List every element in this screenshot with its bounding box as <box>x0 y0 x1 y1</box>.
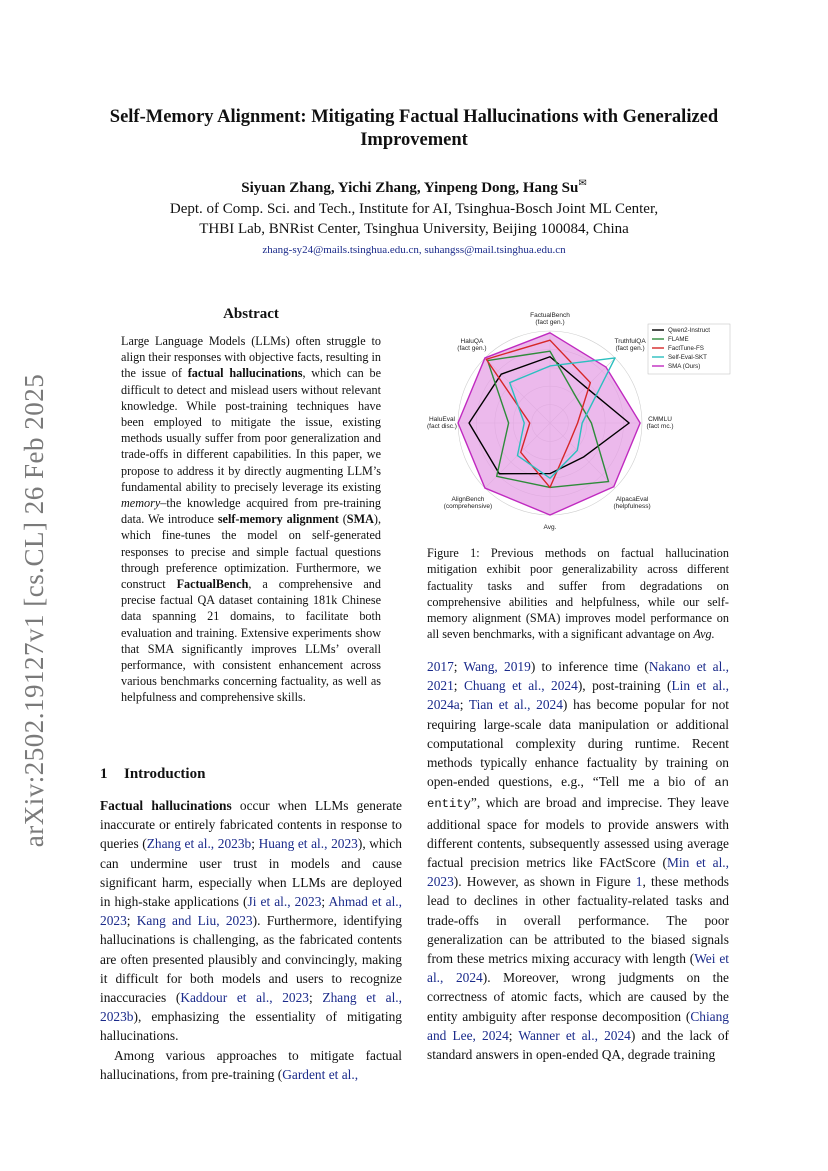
citation-link[interactable]: Min et al., 2023 <box>427 855 729 890</box>
paper-title: Self-Memory Alignment: Mitigating Factual Hallucinations with Generalized Improvement <box>109 107 719 150</box>
citation-link[interactable]: Wanner et al., 2024 <box>518 1027 631 1043</box>
radar-axis-label: AlignBench <box>451 496 485 504</box>
citation-link[interactable]: Wang, 2019 <box>463 659 531 674</box>
figure-ref-link[interactable]: 1 <box>635 874 643 890</box>
citation-link[interactable]: Nakano et al., 2021 <box>427 659 729 694</box>
radar-chart-svg <box>412 304 737 534</box>
citation-link[interactable]: Kaddour et al., 2023 <box>180 990 309 1006</box>
figure-1-caption: Figure 1: Previous methods on factual hallucination mitigation exhibit poor generalizability across different factuality tasks and suffer from degradations on comprehensive abilities and helpfulness, while our self-memory alignment (SMA) improves model performance on all seven benchmarks, with a significant advantage on Avg. <box>427 546 729 642</box>
affiliation <box>100 199 728 239</box>
citation-link[interactable]: Chiang and Lee, 2024 <box>427 1008 729 1043</box>
citation-link[interactable]: Gardent et al., <box>282 1066 359 1082</box>
arxiv-id-text: arXiv:2502.19127v1 [cs.CL] 26 Feb 2025 <box>19 373 50 847</box>
affiliation-line-2: THBI Lab, BNRist Center, Tsinghua University, Beijing 100084, China <box>199 221 629 237</box>
radar-axis-label: HaluEval <box>428 416 456 423</box>
authors-text: Siyuan Zhang, Yichi Zhang, Yinpeng Dong, Hang Su <box>241 180 579 196</box>
citation-link[interactable]: Zhang et al., 2023b <box>146 836 252 852</box>
citation-link[interactable]: Lin et al., 2024a <box>427 678 729 713</box>
radar-axis-sublabel: (fact gen.) <box>615 344 645 352</box>
section-title: Introduction <box>124 766 206 782</box>
intro-right-column: 2017; Wang, 2019) to inference time (Nakano et al., 2021; Chuang et al., 2024), post-training (Lin et al., 2024a; Tian et al., 2024) has become popular for not requiring large-scale data manipulation or additional computational complexity during runtime. Recent methods typically enhance factuality by training on open-ended questions, e.g., “Tell me a bio of an entity”, which are broad and imprecise. They leave additional space for models to provide answers with different contents, subsequently assessed using average factual precision metrics like FActScore (Min et al., 2023). However, as shown in Figure 1, these methods lead to declines in other factuality-related tasks and trade-offs in overall performance. The poor generalization can be attributed to the biased signals from these metrics mixing accuracy with length (Wei et al., 2024). Moreover, wrong judgments on the correctness of atomic facts, which are caused by the entity ambiguity after response decomposition (Chiang and Lee, 2024; Wanner et al., 2024) and the lack of standard answers in open-ended QA, degrade training <box>427 659 730 1063</box>
radar-axis-label: CMMLU <box>648 416 672 423</box>
intro-left-column: Factual hallucinations occur when LLMs generate inaccurate or entirely fabricated contents in response to queries (Zhang et al., 2023b; Huang et al., 2023), which can undermine user trust in models and cause significant harm, especially when LLMs are deployed in high-stake applications (Ji et al., 2023; Ahmad et al., 2023; Kang and Liu, 2023). Furthermore, identifying hallucinations is challenging, as the fabricated contents are often presented plausibly and convincingly, making it difficult for both models and users to recognize inaccuracies (Kaddour et al., 2023; Zhang et al., 2023b), emphasizing the essentiality of mitigating hallucinations. Among various approaches to mitigate factual hallucinations, from pre-training (Gardent et al., <box>100 798 403 1082</box>
citation-link[interactable]: Ji et al., 2023 <box>247 894 322 910</box>
section-number: 1 <box>100 766 108 782</box>
radar-axis-sublabel: (comprehensive) <box>443 503 493 511</box>
radar-axis-sublabel: (fact gen.) <box>457 344 487 352</box>
section-heading-introduction <box>100 766 205 783</box>
legend-label: Qwen2-Instruct <box>668 327 710 334</box>
radar-axis-label: HaluQA <box>460 337 484 345</box>
radar-axis-label: FactualBench <box>530 312 570 319</box>
radar-axis-sublabel: (fact mc.) <box>646 423 674 430</box>
radar-axis-label: AlpacaEval <box>615 496 649 504</box>
citation-link[interactable]: Kang and Liu, 2023 <box>136 913 253 929</box>
legend-label: FactTune-FS <box>668 345 704 352</box>
citation-link[interactable]: Ahmad et al., 2023 <box>100 894 402 929</box>
author-list <box>100 178 728 197</box>
citation-link[interactable]: Zhang et al., 2023b <box>100 990 402 1025</box>
radar-axis-label: TruthfulQA <box>614 337 646 345</box>
legend-label: SMA (Ours) <box>668 363 701 370</box>
radar-axis-sublabel: (fact gen.) <box>535 319 565 326</box>
legend-label: Self-Eval-SKT <box>668 354 707 361</box>
citation-link[interactable]: Tian et al., 2024 <box>468 697 563 713</box>
legend-label: FLAME <box>668 336 689 343</box>
citation-link[interactable]: 2017 <box>427 659 454 674</box>
citation-link[interactable]: Wei et al., 2024 <box>427 951 729 986</box>
figure-1-radar-chart <box>412 304 737 534</box>
envelope-icon: ✉ <box>578 178 587 189</box>
arxiv-stamp <box>15 365 55 855</box>
radar-axis-sublabel: (helpfulness) <box>613 503 651 511</box>
citation-link[interactable]: Chuang et al., 2024 <box>463 678 578 694</box>
affiliation-line-1: Dept. of Comp. Sci. and Tech., Institute for AI, Tsinghua-Bosch Joint ML Center, <box>169 201 659 217</box>
abstract-heading: Abstract <box>223 306 279 322</box>
radar-axis-sublabel: (fact disc.) <box>427 423 457 430</box>
author-emails[interactable]: zhang-sy24@mails.tsinghua.edu.cn, suhangss@mail.tsinghua.edu.cn <box>262 244 566 256</box>
citation-link[interactable]: Huang et al., 2023 <box>258 836 358 852</box>
radar-axis-label: Avg. <box>543 524 557 531</box>
abstract-body: Large Language Models (LLMs) often struggle to align their responses with objective facts, resulting in the issue of factual hallucinations, which can be difficult to detect and mislead users without relevant knowledge. While post-training techniques have been employed to mitigate the issue, existing methods usually suffer from poor generalization and trade-offs in different capabilities. In this paper, we propose to address it by directly augmenting LLM’s fundamental ability to precisely leverage its existing memory–the knowledge acquired from pre-training data. We introduce self-memory alignment (SMA), which fine-tunes the model on self-generated responses to precise and simple factual questions through preference optimization. Furthermore, we construct FactualBench, a comprehensive and precise factual QA dataset containing 181k Chinese data spanning 21 domains, to facilitate both evaluation and training. Extensive experiments show that SMA significantly improves LLMs’ overall performance, with consistent enhancement across various benchmarks concerning factuality, as well as helpfulness and comprehensive skills. <box>121 334 382 705</box>
